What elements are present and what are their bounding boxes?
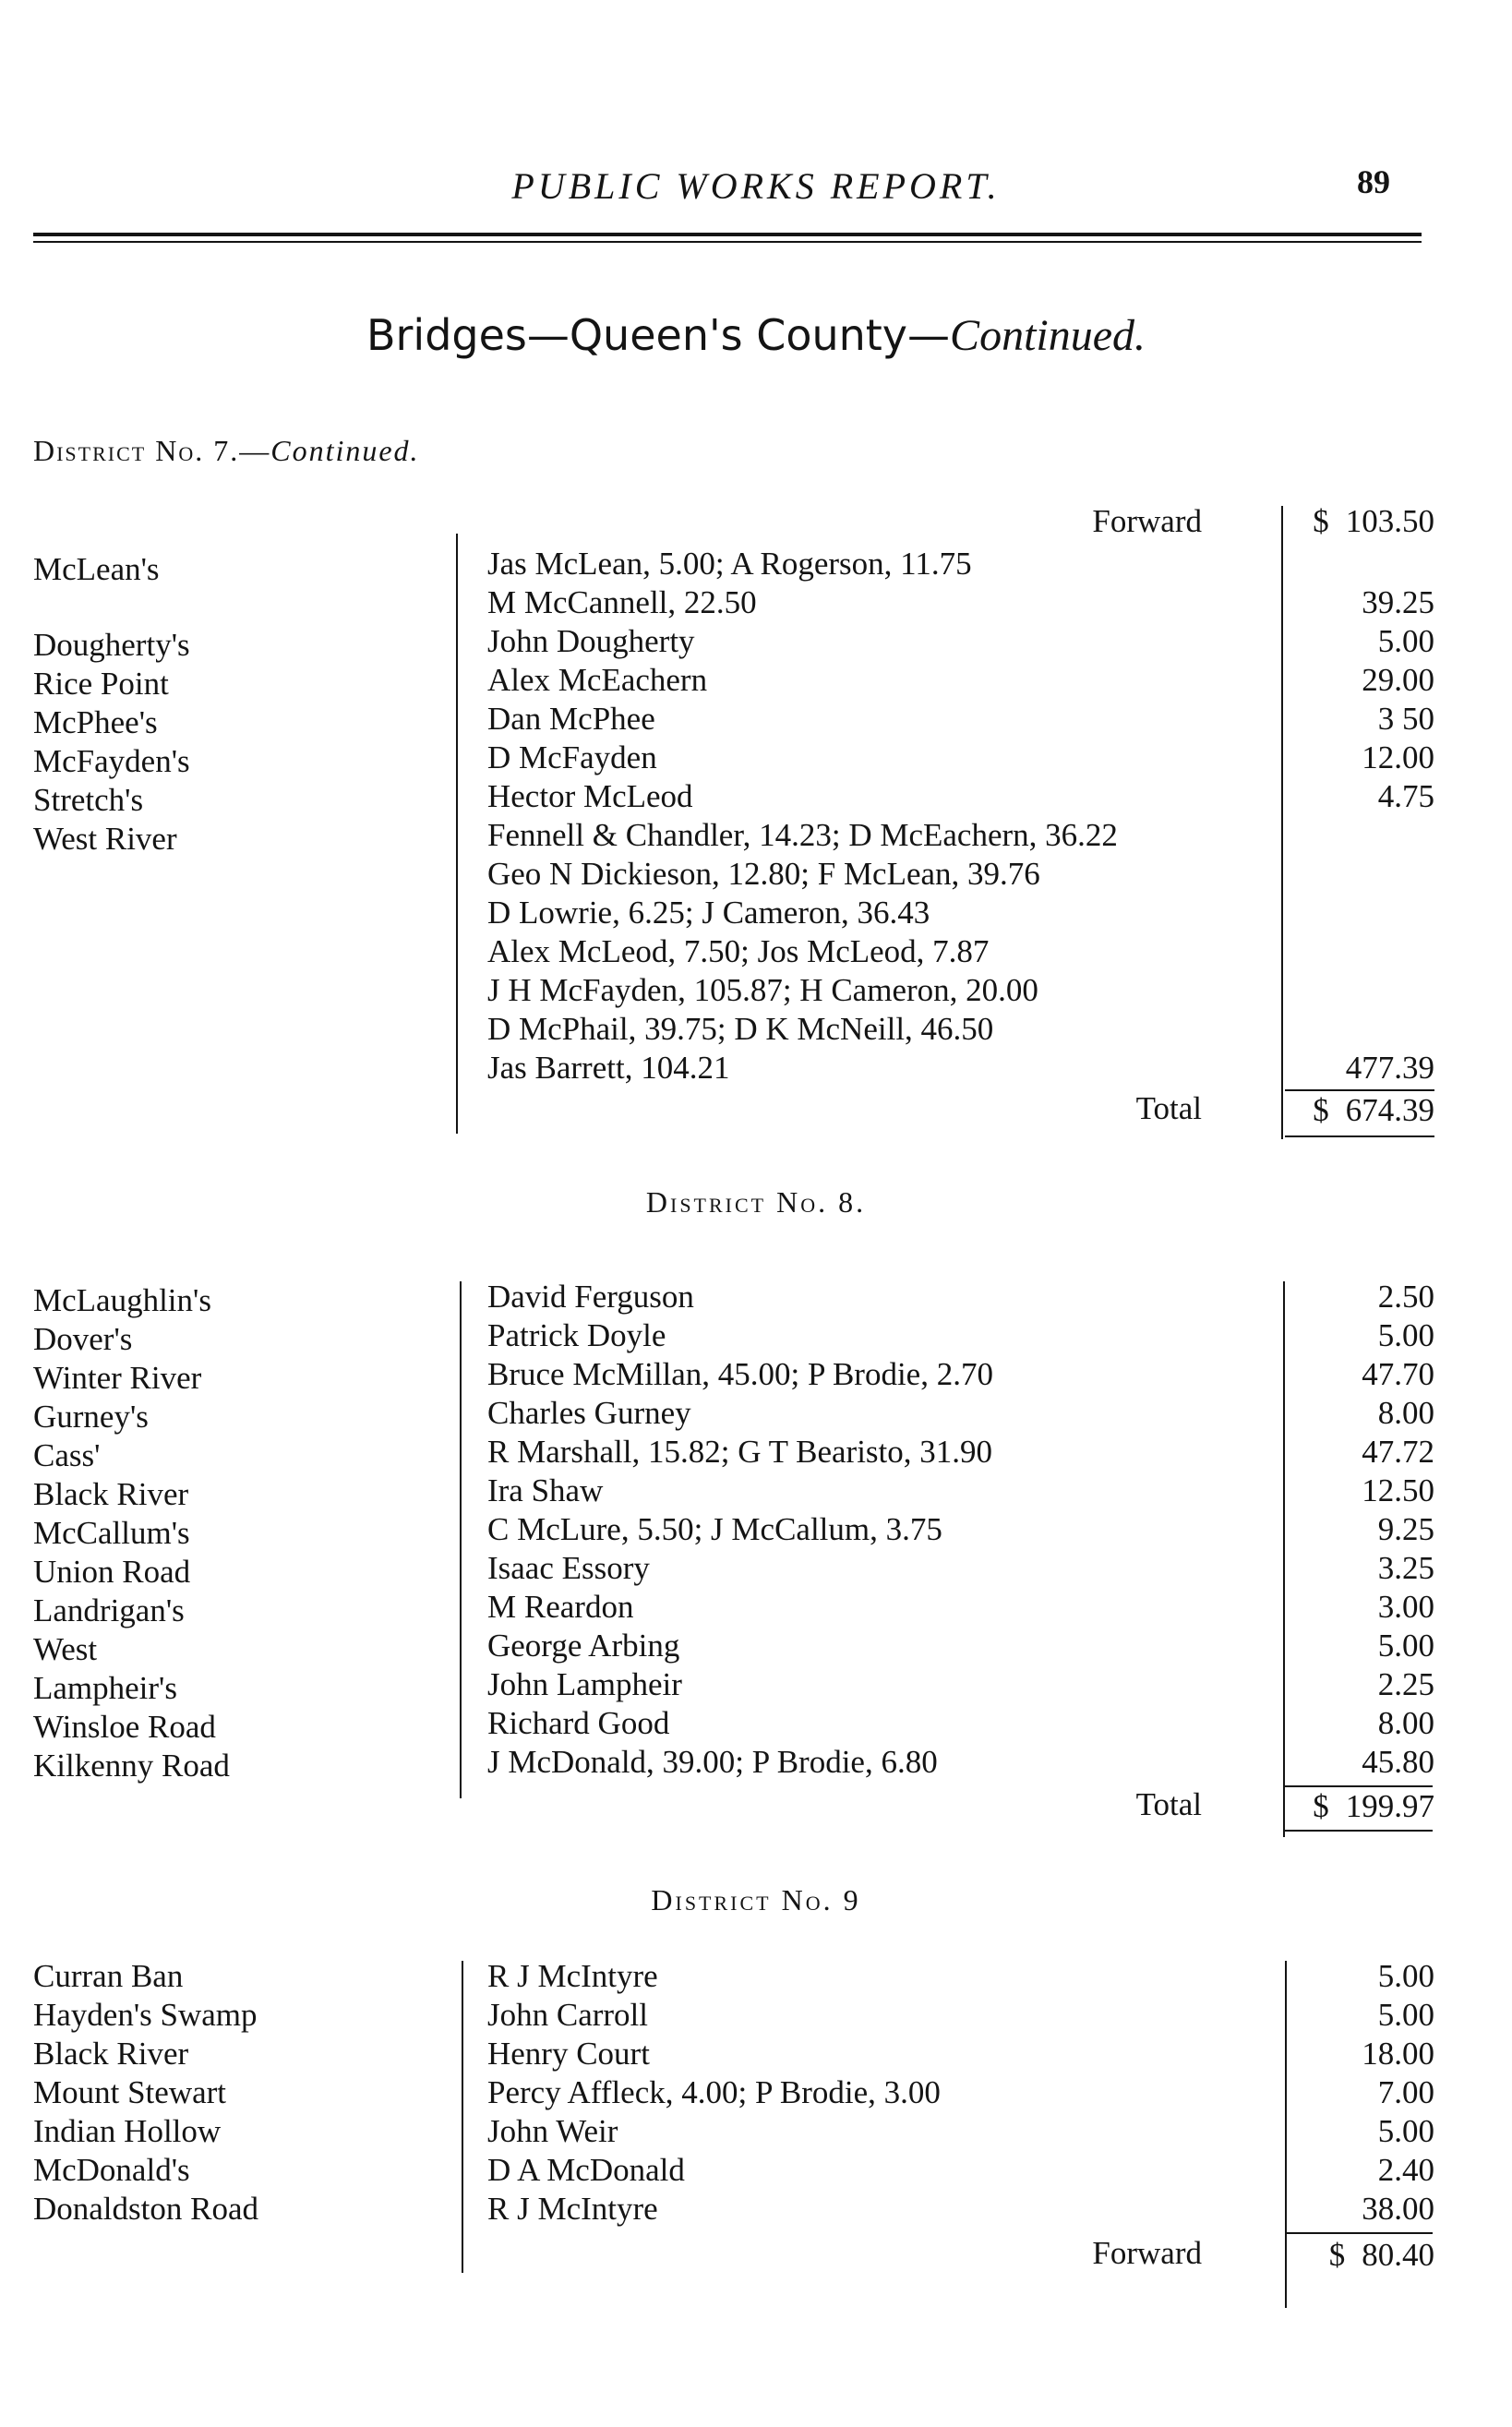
amount-entry: 9.25 [1377,1511,1434,1547]
district-7-amount-rule [1281,506,1283,1139]
payee-entry: Jas Barrett, 104.21 [487,1050,730,1086]
amount-entry: 29.00 [1362,662,1434,698]
place-name: McPhee's [33,704,158,740]
payee-entry: D Lowrie, 6.25; J Cameron, 36.43 [487,895,930,931]
place-name: Lampheir's [33,1670,177,1706]
header-rule-thin [33,241,1422,243]
amount-entry: 39.25 [1362,584,1434,620]
running-title: PUBLIC WORKS REPORT. [511,165,1001,207]
district-8-total-amount [1313,1787,1434,1826]
district-7-forward-amount [1313,502,1434,541]
place-name: Mount Stewart [33,2074,227,2110]
place-name: West River [33,821,177,857]
district-7-total-label: Total [1135,1090,1202,1126]
district-8-total-rule [1285,1830,1433,1832]
district-7-total-amount [1313,1091,1434,1130]
place-name: West [33,1631,98,1667]
payee-entry: Percy Affleck, 4.00; P Brodie, 3.00 [487,2074,941,2110]
place-name: Winsloe Road [33,1709,216,1745]
district-8-payee-rule [460,1281,462,1798]
amount-entry: 47.70 [1362,1356,1434,1392]
place-name: Gurney's [33,1399,149,1435]
amount-entry: 12.50 [1362,1472,1434,1508]
payee-entry: J McDonald, 39.00; P Brodie, 6.80 [487,1744,938,1780]
place-name: Cass' [33,1437,101,1473]
place-name: Landrigan's [33,1592,185,1628]
place-name: Kilkenny Road [33,1748,230,1784]
payee-entry: Richard Good [487,1705,670,1741]
payee-entry: Dan McPhee [487,701,655,737]
district-9-forward-amount [1329,2236,1434,2275]
district-7-forward-label: Forward [1092,503,1202,539]
amount-entry: 2.50 [1377,1279,1434,1315]
amount-entry: 18.00 [1362,2036,1434,2072]
district-9-forward-label: Forward [1092,2235,1202,2271]
place-name: Black River [33,2036,189,2072]
payee-entry: Geo N Dickieson, 12.80; F McLean, 39.76 [487,856,1040,892]
payee-entry: Isaac Essory [487,1550,650,1586]
payee-entry: D A McDonald [487,2152,685,2188]
place-name: Winter River [33,1360,202,1396]
heading-main: Bridges—Queen's County— [366,310,951,360]
amount-entry: 8.00 [1377,1705,1434,1741]
payee-entry: C McLure, 5.50; J McCallum, 3.75 [487,1511,942,1547]
district-7-payee-rule [456,534,458,1134]
payee-entry: Hector McLeod [487,778,693,814]
payee-entry: D McFayden [487,739,657,775]
place-name: Rice Point [33,666,169,702]
place-name: McDonald's [33,2152,190,2188]
payee-entry: R J McIntyre [487,2191,658,2227]
place-name: Hayden's Swamp [33,1997,258,2033]
place-name: McCallum's [33,1515,190,1551]
payee-entry: Bruce McMillan, 45.00; P Brodie, 2.70 [487,1356,993,1392]
amount-entry: 3 50 [1377,701,1434,737]
amount-entry: 5.00 [1377,2113,1434,2149]
payee-entry: David Ferguson [487,1279,694,1315]
payee-entry: Alex McLeod, 7.50; Jos McLeod, 7.87 [487,933,990,969]
amount-value: 103.50 [1345,503,1434,539]
payee-entry: Patrick Doyle [487,1317,666,1353]
header-rule-thick [33,233,1422,236]
payee-entry: John Carroll [487,1997,649,2033]
place-name: Indian Hollow [33,2113,222,2149]
amount-entry: 5.00 [1377,1317,1434,1353]
district-9-subtotal-rule [1287,2232,1433,2234]
payee-entry: D McPhail, 39.75; D K McNeill, 46.50 [487,1011,994,1047]
section-heading [0,310,1512,361]
amount-entry: 5.00 [1377,1628,1434,1664]
amount-entry: 7.00 [1377,2074,1434,2110]
payee-entry: J H McFayden, 105.87; H Cameron, 20.00 [487,972,1038,1008]
amount-entry: 3.00 [1377,1589,1434,1625]
amount-entry: 5.00 [1377,623,1434,659]
amount-value: 80.40 [1362,2237,1434,2273]
place-name: McLaughlin's [33,1282,211,1318]
district-8-total-label: Total [1135,1786,1202,1822]
payee-entry: R J McIntyre [487,1958,658,1994]
amount-value: 199.97 [1345,1788,1434,1824]
currency-sign: $ [1328,2237,1346,2273]
district-8-title: District No. 8. [645,1185,867,1219]
amount-entry: 4.75 [1377,778,1434,814]
district-7-total-rule [1285,1135,1434,1137]
place-name: McFayden's [33,743,190,779]
amount-entry: 38.00 [1362,2191,1434,2227]
payee-entry: Charles Gurney [487,1395,691,1431]
place-name: Dover's [33,1321,133,1357]
amount-entry: 477.39 [1345,1050,1434,1086]
payee-entry: John Dougherty [487,623,695,659]
currency-sign: $ [1313,1092,1329,1128]
district-9-amount-rule [1285,1961,1287,2308]
payee-entry: John Weir [487,2113,618,2149]
amount-entry: 5.00 [1377,1997,1434,2033]
amount-entry: 45.80 [1362,1744,1434,1780]
page-number: 89 [1357,163,1390,200]
amount-entry: 2.25 [1377,1666,1434,1702]
payee-entry: George Arbing [487,1628,680,1664]
district-8-amount-rule [1283,1281,1285,1837]
district-9-payee-rule [462,1961,463,2273]
amount-entry: 8.00 [1377,1395,1434,1431]
payee-entry: Ira Shaw [487,1472,604,1508]
payee-entry: Jas McLean, 5.00; A Rogerson, 11.75 [487,546,972,582]
place-name: Dougherty's [33,627,190,663]
payee-entry: John Lampheir [487,1666,682,1702]
district-7-continued: Continued. [270,434,420,467]
amount-entry: 2.40 [1377,2152,1434,2188]
currency-sign: $ [1313,1788,1329,1824]
district-7-heading [33,434,420,468]
place-name: Curran Ban [33,1958,184,1994]
payee-entry: Alex McEachern [487,662,708,698]
currency-sign: $ [1313,503,1329,539]
payee-entry: Fennell & Chandler, 14.23; D McEachern, 36.22 [487,817,1118,853]
heading-continued: Continued. [950,311,1146,360]
amount-entry: 3.25 [1377,1550,1434,1586]
place-name: Black River [33,1476,189,1512]
place-name: McLean's [33,551,160,587]
amount-entry: 5.00 [1377,1958,1434,1994]
payee-entry: M Reardon [487,1589,634,1625]
amount-entry: 47.72 [1362,1434,1434,1470]
place-name: Donaldston Road [33,2191,259,2227]
place-name: Stretch's [33,782,144,818]
payee-entry: M McCannell, 22.50 [487,584,757,620]
place-name: Union Road [33,1554,191,1590]
payee-entry: R Marshall, 15.82; G T Bearisto, 31.90 [487,1434,993,1470]
district-7-label: District No. 7.— [33,434,271,467]
amount-entry: 12.00 [1362,739,1434,775]
amount-value: 674.39 [1345,1092,1434,1128]
payee-entry: Henry Court [487,2036,650,2072]
district-9-title: District No. 9 [651,1883,861,1916]
